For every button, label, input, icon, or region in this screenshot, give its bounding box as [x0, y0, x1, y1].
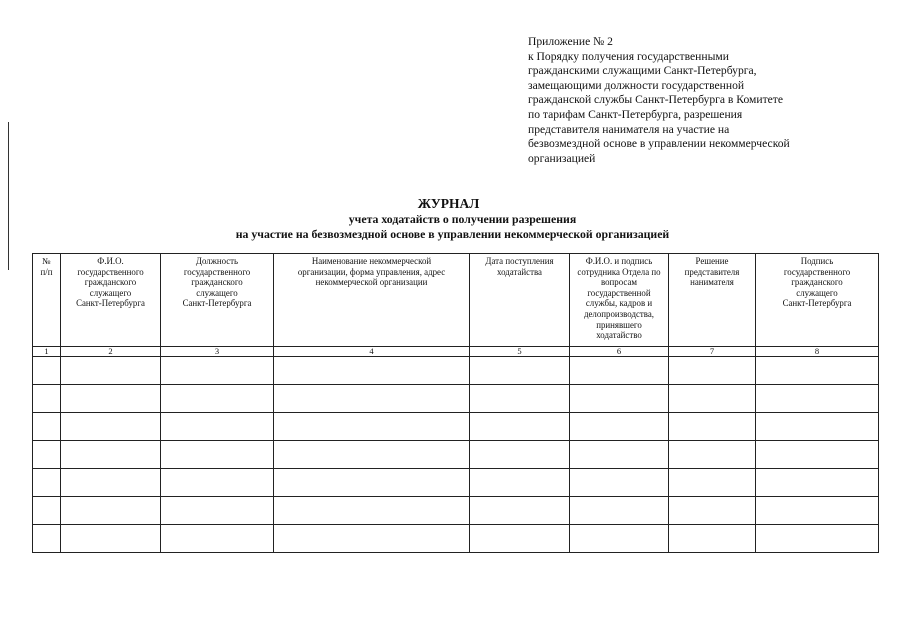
table-cell: [61, 357, 161, 385]
column-header-line: п/п: [40, 266, 53, 277]
column-number-row: [33, 347, 879, 357]
table-cell: [570, 357, 669, 385]
table-cell: [33, 497, 61, 525]
table-cell: [470, 413, 570, 441]
table-cell: [470, 385, 570, 413]
table-cell: [669, 357, 756, 385]
journal-table: [32, 253, 879, 553]
table-cell: [756, 525, 879, 553]
table-cell: [669, 469, 756, 497]
table-cell: [470, 469, 570, 497]
column-header-line: гражданского: [191, 277, 243, 288]
table-cell: [274, 385, 470, 413]
column-header-line: гражданского: [791, 277, 843, 288]
table-cell: [61, 497, 161, 525]
table-cell: [756, 497, 879, 525]
column-header-line: служащего: [796, 287, 838, 298]
column-header-line: представителя: [684, 266, 740, 277]
table-cell: [669, 413, 756, 441]
column-header-line: Санкт-Петербурга: [782, 298, 852, 309]
table-cell: [669, 441, 756, 469]
table-cell: [161, 497, 274, 525]
column-header-line: сотрудника Отдела по: [577, 266, 661, 277]
column-header-line: Дата поступления: [485, 256, 554, 266]
journal-title-block: [0, 196, 905, 242]
table-row: [33, 413, 879, 441]
table-cell: [669, 497, 756, 525]
table-cell: [161, 525, 274, 553]
appendix-line: представителя нанимателя на участие на: [528, 122, 730, 136]
column-header: [274, 254, 470, 347]
table-cell: [33, 525, 61, 553]
column-number: 8: [756, 347, 879, 357]
column-header-line: Ф.И.О.: [97, 256, 124, 266]
table-cell: [570, 497, 669, 525]
journal-subtitle: учета ходатайств о получении разрешения: [348, 212, 577, 226]
table-cell: [274, 413, 470, 441]
column-header-line: государственной: [587, 287, 651, 298]
column-header-line: Ф.И.О. и подпись: [585, 256, 653, 266]
table-cell: [274, 357, 470, 385]
table-cell: [161, 441, 274, 469]
table-cell: [61, 385, 161, 413]
appendix-line: гражданскими служащими Санкт-Петербурга,: [528, 64, 757, 78]
table-cell: [274, 525, 470, 553]
table-cell: [61, 469, 161, 497]
column-header-line: служащего: [196, 287, 238, 298]
column-header-line: Решение: [695, 256, 729, 266]
appendix-line: замещающими должности государственной: [528, 78, 745, 92]
table-cell: [570, 385, 669, 413]
column-header-line: гражданского: [84, 277, 137, 288]
table-cell: [33, 413, 61, 441]
appendix-line: по тарифам Санкт-Петербурга, разрешения: [528, 107, 743, 121]
column-header-line: службы, кадров и: [585, 298, 653, 309]
column-header-line: принявшего: [596, 319, 642, 330]
table-cell: [570, 413, 669, 441]
table-cell: [669, 385, 756, 413]
column-header-line: Наименование некоммерческой: [311, 256, 432, 266]
column-header-line: некоммерческой организации: [315, 277, 428, 288]
table-cell: [274, 441, 470, 469]
journal-subtitle-2: на участие на безвозмездной основе в управлении некоммерческой организацией: [235, 227, 670, 241]
column-header-line: ходатайство: [596, 330, 642, 341]
table-cell: [470, 497, 570, 525]
column-header-line: делопроизводства,: [583, 308, 655, 319]
table-cell: [61, 441, 161, 469]
column-header: [669, 254, 756, 347]
table-cell: [756, 469, 879, 497]
appendix-line: гражданской службы Санкт-Петербурга в Комитете: [528, 93, 784, 107]
column-number: 4: [274, 347, 470, 357]
column-header-line: Санкт-Петербурга: [182, 298, 252, 309]
column-header-line: Подпись: [800, 256, 834, 266]
table-cell: [33, 441, 61, 469]
column-number: 2: [61, 347, 161, 357]
appendix-line: к Порядку получения государственными: [528, 49, 729, 63]
column-header: [33, 254, 61, 347]
column-number: 3: [161, 347, 274, 357]
column-header-line: Должность: [195, 256, 239, 266]
column-header-line: нанимателя: [690, 277, 734, 288]
column-header: [470, 254, 570, 347]
table-cell: [33, 469, 61, 497]
table-cell: [470, 441, 570, 469]
table-cell: [570, 441, 669, 469]
table-body: [33, 357, 879, 553]
table-row: [33, 357, 879, 385]
table-cell: [274, 497, 470, 525]
table-cell: [470, 525, 570, 553]
appendix-line: безвозмездной основе в управлении некоммерческой: [528, 137, 790, 151]
appendix-line: Приложение № 2: [528, 35, 613, 48]
table-row: [33, 525, 879, 553]
table-cell: [61, 525, 161, 553]
column-header: [756, 254, 879, 347]
table-row: [33, 385, 879, 413]
table-cell: [756, 357, 879, 385]
table-cell: [669, 525, 756, 553]
column-header-line: государственного: [783, 266, 851, 277]
table-cell: [161, 469, 274, 497]
column-header-line: государственного: [183, 266, 251, 277]
column-header-line: ходатайства: [496, 266, 542, 277]
column-number: 5: [470, 347, 570, 357]
table-cell: [274, 469, 470, 497]
table-cell: [570, 469, 669, 497]
table-cell: [756, 413, 879, 441]
column-header: [570, 254, 669, 347]
table-cell: [33, 357, 61, 385]
table-header-row: [33, 254, 879, 347]
column-header-line: вопросам: [600, 277, 638, 288]
appendix-line: организацией: [528, 151, 596, 165]
table-cell: [61, 413, 161, 441]
table-cell: [161, 413, 274, 441]
column-number: 6: [570, 347, 669, 357]
table-row: [33, 497, 879, 525]
column-header-line: государственного: [77, 266, 144, 277]
table-cell: [470, 357, 570, 385]
table-row: [33, 441, 879, 469]
column-header-line: Санкт-Петербурга: [76, 298, 145, 309]
table-cell: [33, 385, 61, 413]
column-header-line: организации, форма управления, адрес: [297, 266, 446, 277]
table-cell: [161, 357, 274, 385]
table-cell: [756, 385, 879, 413]
column-header: [61, 254, 161, 347]
column-number: 7: [669, 347, 756, 357]
table-cell: [756, 441, 879, 469]
column-header-line: служащего: [89, 287, 132, 298]
journal-title: ЖУРНАЛ: [417, 196, 480, 211]
column-number: 1: [33, 347, 61, 357]
table-cell: [161, 385, 274, 413]
appendix-note: [528, 35, 858, 166]
column-header: [161, 254, 274, 347]
column-header-line: №: [42, 256, 51, 266]
table-row: [33, 469, 879, 497]
table-cell: [570, 525, 669, 553]
